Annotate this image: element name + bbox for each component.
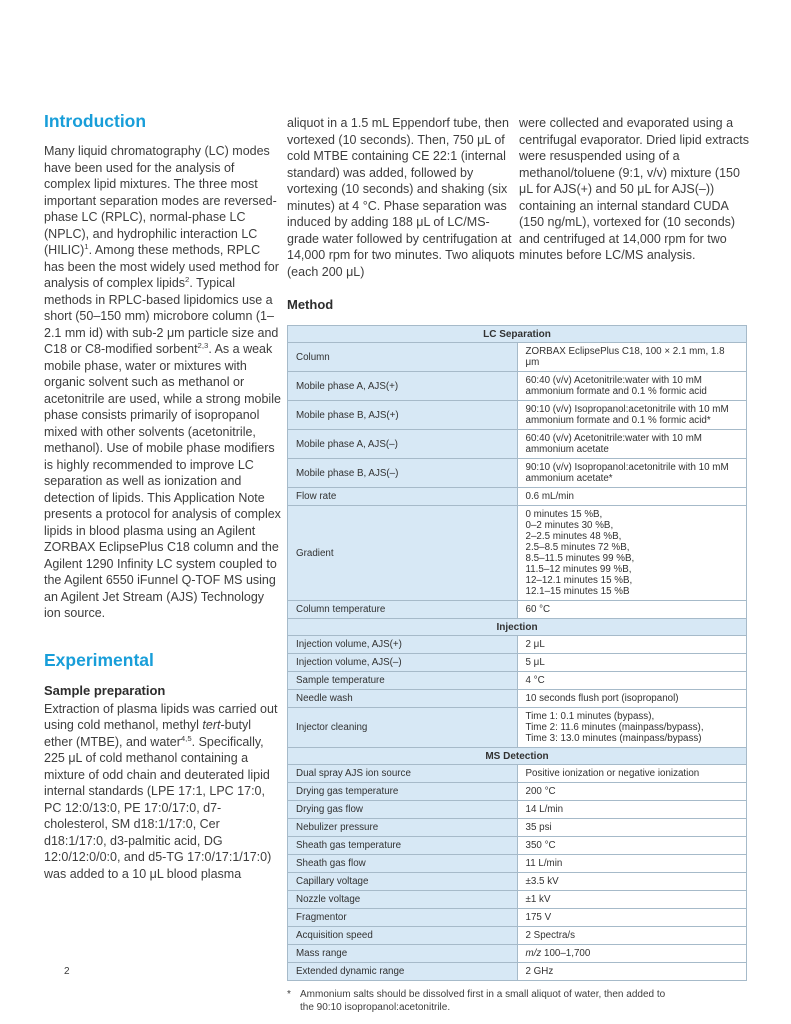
table-section-title: MS Detection [288, 748, 747, 765]
body-paragraph: Extraction of plasma lipids was carried out using cold methanol, methyl tert-butyl ether (MTBE), and water$^{4,5}$. Specifically, 225 μL of cold methanol containing a mixture of odd chain and deuterated lipid internal standards (LPE 17:1, LPC 17:0, PC 12:0/13:0, PE 17:0/17:0, d7-cholesterol, SM d18:1/17:0, Cer d18:1/17:0, d3-palmitic acid, DG 12:0/12:0/0:0, and d5-TG 17:0/17:1/17:0) was added to a 10 μL blood plasma [44, 701, 278, 881]
row-value: 0 minutes 15 %B, 0–2 minutes 30 %B, 2–2.5 minutes 48 %B, 2.5–8.5 minutes 72 %B, 8.5–11.5 minutes 99 %B, 11.5–12 minutes 99 %B, 12–12.1 minutes 15 %B, 12.1–15 minutes 15 %B [517, 506, 747, 601]
table-row [288, 891, 747, 909]
row-label: Drying gas flow [288, 801, 518, 819]
row-label: Sheath gas temperature [288, 837, 518, 855]
row-value: 35 psi [517, 819, 747, 837]
table-row [288, 801, 747, 819]
table-row [288, 927, 747, 945]
middle-text-column [287, 115, 515, 280]
row-label: Injection volume, AJS(+) [288, 636, 518, 654]
table-row [288, 601, 747, 619]
row-value: 2 μL [517, 636, 747, 654]
table-row [288, 401, 747, 430]
row-label: Capillary voltage [288, 873, 518, 891]
table-row [288, 343, 747, 372]
table-row [288, 855, 747, 873]
table-row [288, 636, 747, 654]
page-number: 2 [64, 966, 70, 977]
table-section-header-row [288, 748, 747, 765]
row-value: ±1 kV [517, 891, 747, 909]
table-row [288, 690, 747, 708]
table-row [288, 372, 747, 401]
row-value: 350 °C [517, 837, 747, 855]
subsection-heading: Sample preparation [44, 682, 166, 698]
row-label: Needle wash [288, 690, 518, 708]
row-value: 90:10 (v/v) Isopropanol:acetonitrile with 10 mM ammonium formate and 0.1 % formic acid* [517, 401, 747, 430]
row-label: Gradient [288, 506, 518, 601]
row-label: Sheath gas flow [288, 855, 518, 873]
row-label: Drying gas temperature [288, 783, 518, 801]
row-label: Dual spray AJS ion source [288, 765, 518, 783]
row-value: 0.6 mL/min [517, 488, 747, 506]
row-value: 2 GHz [517, 963, 747, 981]
row-label: Flow rate [288, 488, 518, 506]
row-label: Acquisition speed [288, 927, 518, 945]
row-value: 90:10 (v/v) Isopropanol:acetonitrile with 10 mM ammonium acetate* [517, 459, 747, 488]
table-section-title: LC Separation [288, 326, 747, 343]
row-label: Column temperature [288, 601, 518, 619]
footnote-text: Ammonium salts should be dissolved first in a small aliquot of water, then added to the 90:10 isopropanol:acetonitrile. [300, 989, 666, 1013]
table-row [288, 488, 747, 506]
row-value: Time 1: 0.1 minutes (bypass), Time 2: 11.6 minutes (mainpass/bypass), Time 3: 13.0 minutes (mainpass/bypass) [517, 708, 747, 748]
method-table [287, 325, 747, 981]
row-label: Fragmentor [288, 909, 518, 927]
row-label: Mass range [288, 945, 518, 963]
row-value: ZORBAX EclipsePlus C18, 100 × 2.1 mm, 1.8 μm [517, 343, 747, 372]
row-value: 2 Spectra/s [517, 927, 747, 945]
table-row [288, 873, 747, 891]
method-section [287, 297, 747, 1014]
table-row [288, 654, 747, 672]
table-section-header-row [288, 326, 747, 343]
table-row [288, 783, 747, 801]
row-value: Positive ionization or negative ionization [517, 765, 747, 783]
row-value: 175 V [517, 909, 747, 927]
row-value: m/z 100–1,700 [517, 945, 747, 963]
row-label: Sample temperature [288, 672, 518, 690]
row-value: 14 L/min [517, 801, 747, 819]
row-label: Mobile phase B, AJS(–) [288, 459, 518, 488]
row-value: ±3.5 kV [517, 873, 747, 891]
right-text-column [519, 115, 753, 264]
method-heading: Method [287, 297, 334, 312]
table-row [288, 430, 747, 459]
table-row [288, 909, 747, 927]
row-value: 200 °C [517, 783, 747, 801]
body-paragraph: were collected and evaporated using a centrifugal evaporator. Dried lipid extracts were resuspended using of a methanol/toluene (9:1, v/v) mixture (150 μL for AJS(+) and 50 μL for AJS(–)) containing an internal standard CUDA (150 ng/mL), vortexed for (10 seconds) and centrifuged at 14,000 rpm for two minutes before LC/MS analysis. [519, 116, 749, 262]
row-value: 60 °C [517, 601, 747, 619]
row-label: Injector cleaning [288, 708, 518, 748]
section-heading: Introduction [44, 111, 147, 131]
body-paragraph: aliquot in a 1.5 mL Eppendorf tube, then vortexed (10 seconds). Then, 750 μL of cold MTBE containing CE 22:1 (internal standard) was added, followed by vortexing (10 seconds) and shaking (six minutes) at 4 °C. Phase separation was induced by adding 188 μL of LC/MS-grade water followed by centrifugation at 14,000 rpm for two minutes. Two aliquots (each 200 μL) [287, 116, 515, 279]
table-section-title: Injection [288, 619, 747, 636]
table-row [288, 819, 747, 837]
footnote-marker: * [287, 989, 291, 1000]
row-label: Mobile phase A, AJS(+) [288, 372, 518, 401]
table-row [288, 837, 747, 855]
table-row [288, 672, 747, 690]
row-value: 5 μL [517, 654, 747, 672]
row-label: Mobile phase B, AJS(+) [288, 401, 518, 430]
row-value: 11 L/min [517, 855, 747, 873]
table-section-header-row [288, 619, 747, 636]
row-value: 4 °C [517, 672, 747, 690]
body-paragraph: Many liquid chromatography (LC) modes have been used for the analysis of complex lipid mixtures. The three most important separation modes are reversed-phase LC (RPLC), normal-phase LC (NPLC), and hydrophilic interaction LC (HILIC)$^1$. Among these methods, RPLC has been the most widely used method for analysis of complex lipids$^2$. Typical methods in RPLC-based lipidomics use a short (50–150 mm) microbore column (1–2.1 mm id) with sub-2 μm particle size and C18 or C8-modified sorbent$^{2,3}$. As a weak mobile phase, water or mixtures with organic solvent such as methanol or acetonitrile are used, while a strong mobile phase consists primarily of isopropanol mixed with other solvents (acetonitrile, methanol). Use of mobile phase modifiers is highly recommended to improve LC separation as well as ionization and detection of lipids. This Application Note presents a protocol for analysis of complex lipids in blood plasma using an Agilent ZORBAX EclipsePlus C18 column and the Agilent 1290 Infinity LC system coupled to the Agilent 6550 iFunnel Q-TOF MS using an Agilent Jet Stream (AJS) Technology ion source. [44, 144, 281, 620]
table-row [288, 945, 747, 963]
row-label: Mobile phase A, AJS(–) [288, 430, 518, 459]
table-footnote [287, 988, 747, 1014]
intro-column [44, 110, 281, 882]
table-row [288, 765, 747, 783]
section-heading: Experimental [44, 649, 154, 670]
table-row [288, 459, 747, 488]
row-value: 10 seconds flush port (isopropanol) [517, 690, 747, 708]
row-label: Injection volume, AJS(–) [288, 654, 518, 672]
table-row [288, 506, 747, 601]
table-row [288, 963, 747, 981]
row-label: Nebulizer pressure [288, 819, 518, 837]
row-label: Column [288, 343, 518, 372]
row-label: Extended dynamic range [288, 963, 518, 981]
row-value: 60:40 (v/v) Acetonitrile:water with 10 mM ammonium acetate [517, 430, 747, 459]
row-value: 60:40 (v/v) Acetonitrile:water with 10 mM ammonium formate and 0.1 % formic acid [517, 372, 747, 401]
row-label: Nozzle voltage [288, 891, 518, 909]
table-row [288, 708, 747, 748]
